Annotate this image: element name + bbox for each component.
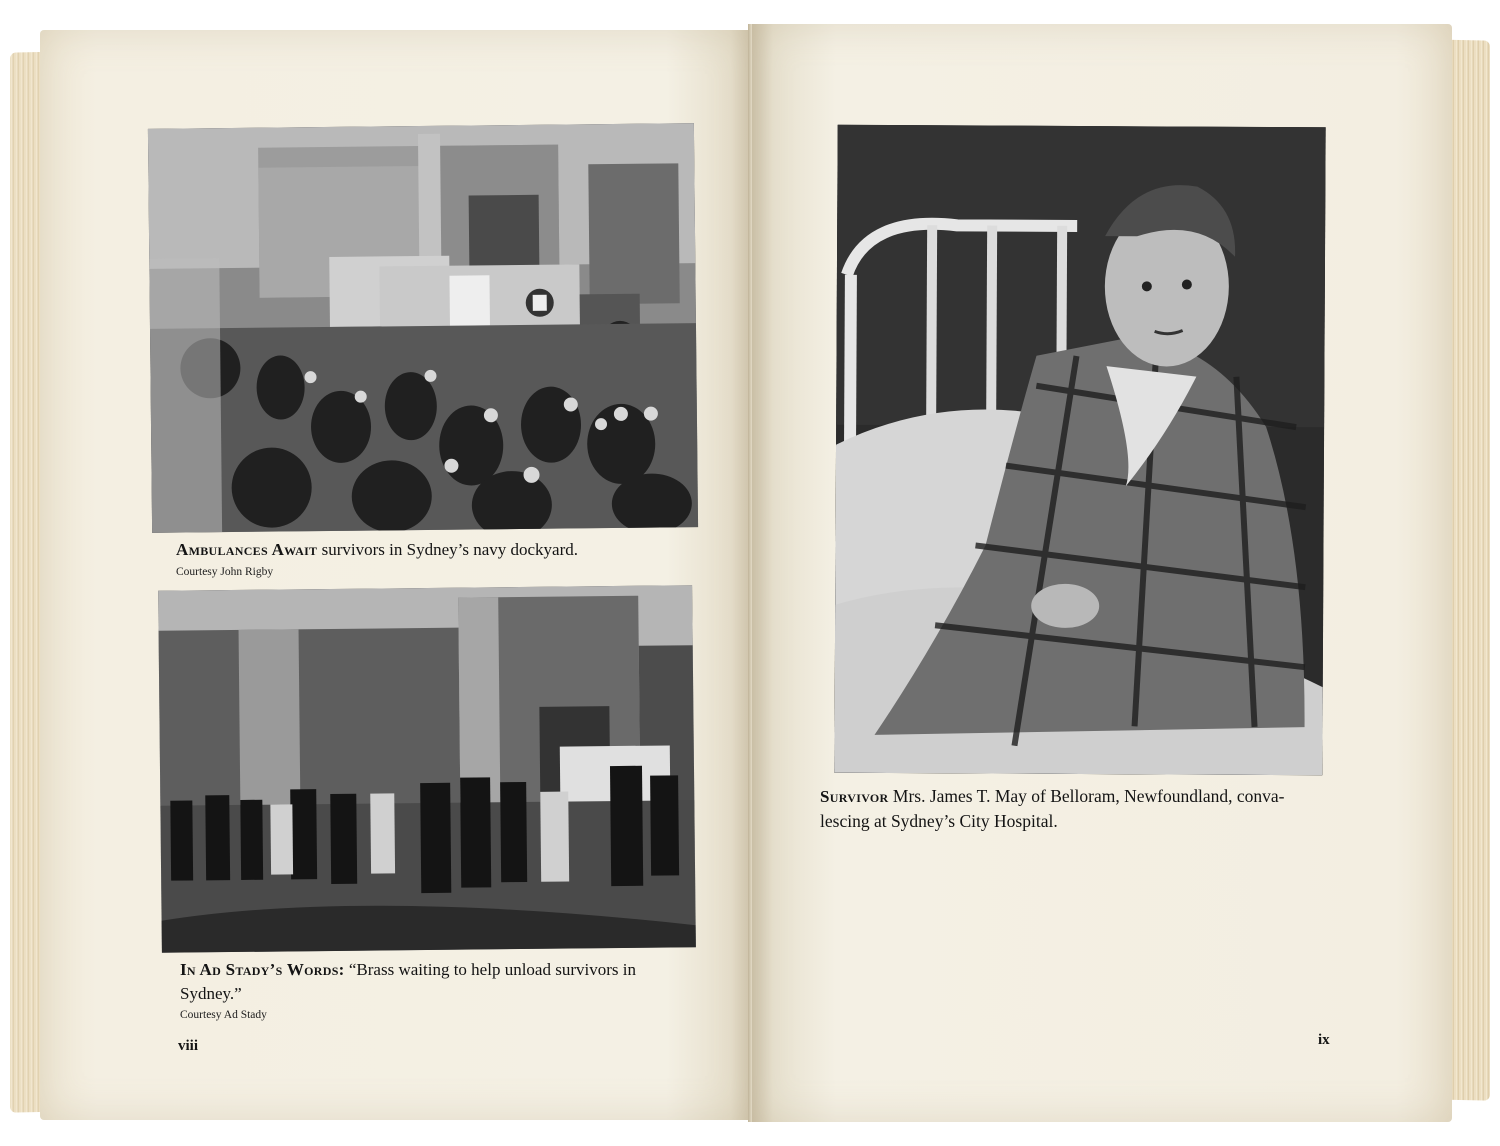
brass-credit: Courtesy Ad Stady xyxy=(180,1009,267,1021)
survivor-caption-line-2: lescing at Sydney’s City Hospital. xyxy=(820,811,1058,831)
brass-waiting-photo xyxy=(158,585,696,953)
survivor-caption-text: Mrs. James T. May of Belloram, Newfoundland, conva- xyxy=(888,786,1285,806)
right-page-number: ix xyxy=(1318,1032,1330,1048)
brass-caption-text: “Brass waiting to help unload survivors in xyxy=(344,960,636,979)
ambulances-photo xyxy=(148,123,698,533)
survivor-caption xyxy=(820,784,1340,833)
ambulances-caption xyxy=(176,538,696,562)
brass-caption-line-1 xyxy=(180,958,710,982)
survivor-photo xyxy=(834,125,1325,776)
ambulances-caption-text: survivors in Sydney’s navy dockyard. xyxy=(317,540,578,559)
brass-caption xyxy=(180,958,710,1006)
ambulances-caption-lead: Ambulances Await xyxy=(176,540,318,559)
ambulances-credit: Courtesy John Rigby xyxy=(176,566,274,578)
brass-caption-lead: In Ad Stady’s Words: xyxy=(180,960,345,979)
survivor-caption-lead: Survivor xyxy=(820,787,889,806)
survivor-caption-line-1 xyxy=(820,784,1340,809)
brass-caption-line-2: Sydney.” xyxy=(180,984,242,1003)
left-page-number: viii xyxy=(178,1038,199,1054)
